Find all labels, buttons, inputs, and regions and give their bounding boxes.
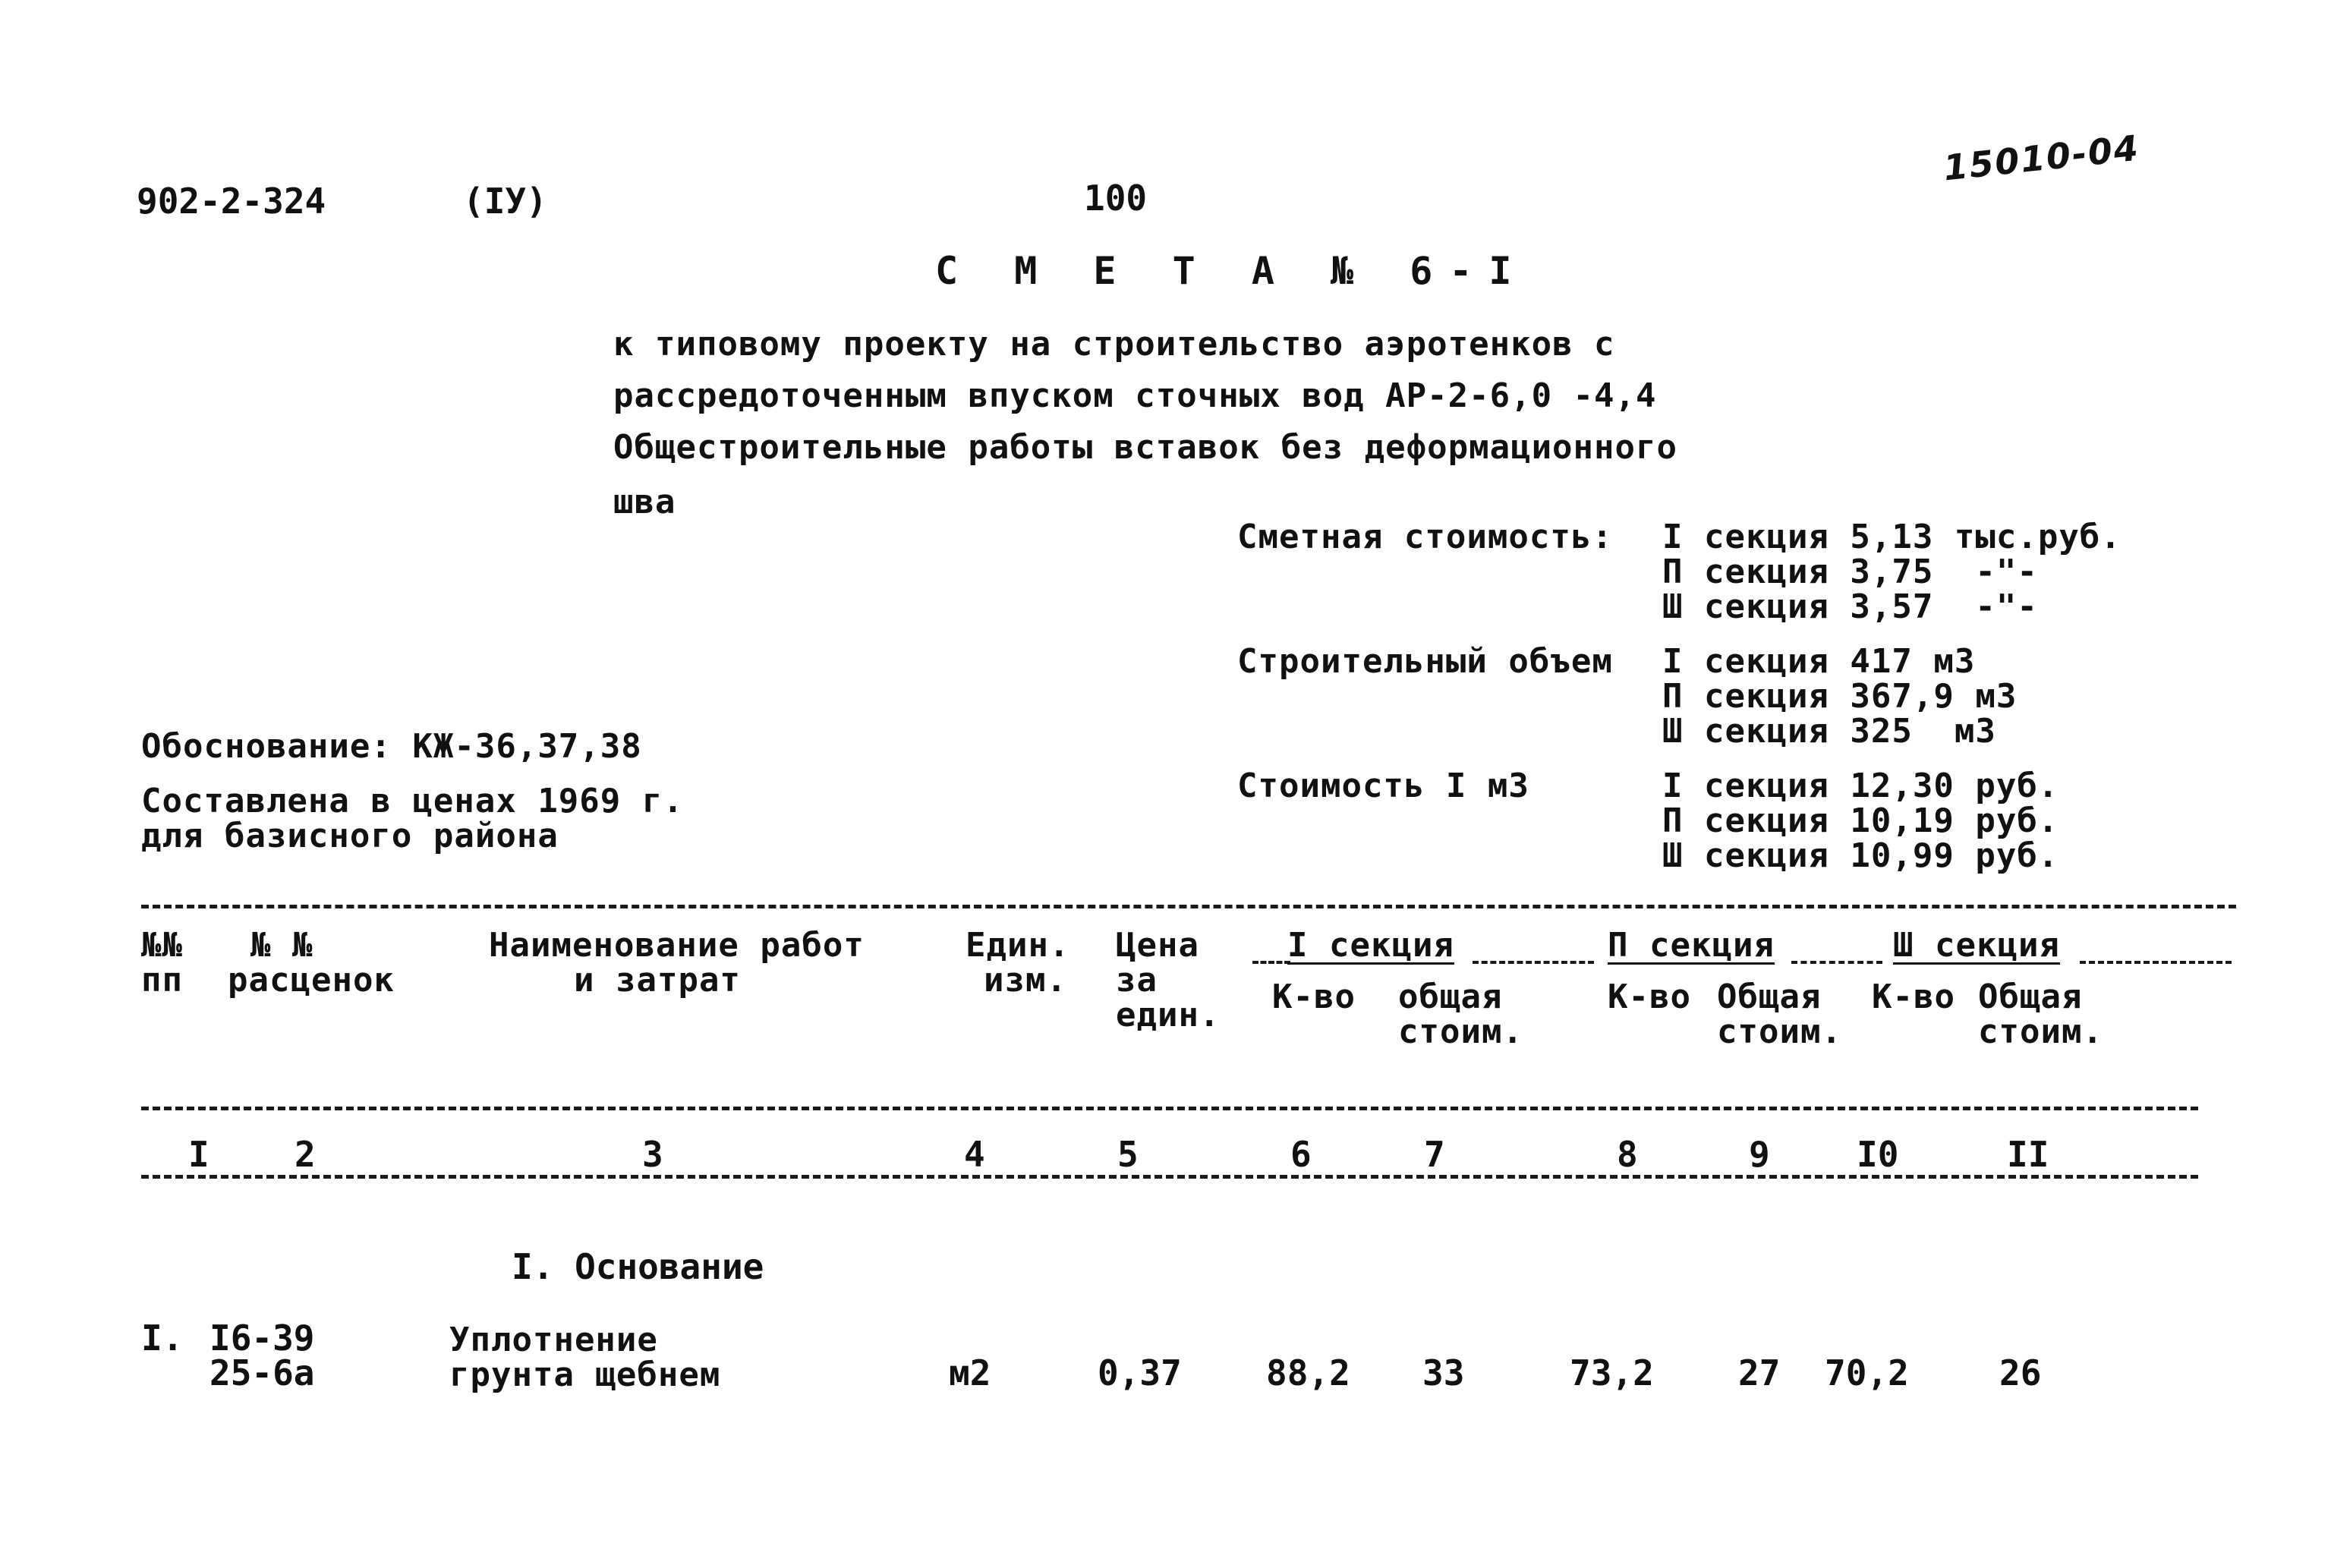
row-name-line2: грунта щебнем <box>449 1355 721 1394</box>
header-qty-1: К-во <box>1272 978 1356 1016</box>
page-number: 100 <box>1084 178 1148 219</box>
header-price-line1: Цена <box>1116 926 1199 965</box>
row-qty-1: 88,2 <box>1266 1352 1350 1393</box>
header-rate-line1: № № <box>250 926 313 965</box>
table-header-rule <box>141 1107 2198 1110</box>
unit-cost-row-3: Ш секция 10,99 руб. <box>1662 836 2059 875</box>
row-qty-2: 73,2 <box>1570 1352 1654 1393</box>
row-cost-1: 33 <box>1422 1352 1465 1393</box>
header-num-line2: пп <box>141 961 183 1000</box>
unit-cost-label: Стоимость I м3 <box>1237 767 1529 805</box>
header-name-line1: Наименование работ <box>489 926 865 965</box>
column-number-9: 9 <box>1746 1137 1773 1172</box>
row-rate-line1: I6-39 <box>209 1318 315 1359</box>
row-qty-3: 70,2 <box>1825 1352 1909 1393</box>
subtitle-line-2: рассредоточенным впуском сточных вод АР-2-6,0 -4,4 <box>613 376 1657 415</box>
column-number-7: 7 <box>1421 1137 1448 1172</box>
row-price: 0,37 <box>1098 1352 1182 1393</box>
column-number-8: 8 <box>1614 1137 1641 1172</box>
cost-row-2: П секция 3,75 -"- <box>1662 553 2038 591</box>
volume-summary-label: Строительный объем <box>1237 642 1613 681</box>
header-total1-line1: общая <box>1398 978 1503 1016</box>
row-cost-3: 26 <box>1999 1352 2042 1393</box>
handwritten-code: 15010-04 <box>1941 127 2142 189</box>
section1-rule-right <box>1473 961 1594 964</box>
cost-row-1: I секция 5,13 тыс.руб. <box>1662 518 2122 556</box>
volume-label: (IУ) <box>463 181 547 222</box>
column-number-5: 5 <box>1114 1137 1142 1172</box>
header-rate-line2: расценок <box>228 961 395 1000</box>
prices-line-2: для базисного района <box>141 817 559 855</box>
column-numbers-rule <box>141 1175 2198 1179</box>
column-number-1: I <box>185 1137 213 1172</box>
column-number-11: II <box>2004 1137 2052 1172</box>
row-name-line1: Уплотнение <box>449 1321 658 1359</box>
volume-row-3: Ш секция 325 м3 <box>1662 712 1996 751</box>
header-qty-2: К-во <box>1608 978 1691 1016</box>
project-code: 902-2-324 <box>137 181 326 222</box>
row-cost-2: 27 <box>1738 1352 1781 1393</box>
row-unit: м2 <box>949 1352 991 1393</box>
header-section-2: П секция <box>1608 926 1775 965</box>
column-number-10: I0 <box>1854 1137 1901 1172</box>
cost-label: Сметная стоимость: <box>1237 518 1613 556</box>
volume-row-1: I секция 417 м3 <box>1662 642 1976 681</box>
cost-row-3: Ш секция 3,57 -"- <box>1662 587 2038 626</box>
subtitle-line-3: Общестроительные работы вставок без деформационного <box>613 428 1678 467</box>
row-num: I. <box>141 1318 184 1359</box>
document-title: С М Е Т А № 6-I <box>935 249 1529 293</box>
header-unit-line1: Един. <box>965 926 1070 965</box>
header-total2-line2: стоим. <box>1717 1012 1842 1051</box>
header-total3-line2: стоим. <box>1978 1012 2103 1051</box>
header-unit-line2: изм. <box>984 961 1067 1000</box>
unit-cost-row-2: П секция 10,19 руб. <box>1662 801 2059 840</box>
column-number-4: 4 <box>961 1137 988 1172</box>
header-price-line2: за <box>1116 961 1158 1000</box>
header-section-1: I секция <box>1287 926 1454 965</box>
section-heading: I. Основание <box>512 1246 764 1287</box>
subtitle-line-4: шва <box>613 483 676 521</box>
justification: Обоснование: КЖ-36,37,38 <box>141 727 642 766</box>
prices-line-1: Составлена в ценах 1969 г. <box>141 782 684 820</box>
header-price-line3: един. <box>1116 996 1221 1034</box>
header-section-3: Ш секция <box>1893 926 2060 965</box>
section2-rule-right <box>1791 961 1882 964</box>
subtitle-line-1: к типовому проекту на строительство аэротенков с <box>613 325 1615 364</box>
volume-row-2: П секция 367,9 м3 <box>1662 677 2018 716</box>
table-top-rule <box>141 905 2236 908</box>
column-number-6: 6 <box>1287 1137 1315 1172</box>
header-qty-3: К-во <box>1872 978 1955 1016</box>
row-rate-line2: 25-6а <box>209 1352 315 1393</box>
header-num-line1: №№ <box>141 926 183 965</box>
section1-rule-left <box>1252 961 1290 964</box>
header-total1-line2: стоим. <box>1398 1012 1523 1051</box>
column-number-3: 3 <box>639 1137 666 1172</box>
header-total3-line1: Общая <box>1978 978 2083 1016</box>
column-number-2: 2 <box>291 1137 319 1172</box>
header-total2-line1: Общая <box>1717 978 1822 1016</box>
header-name-line2: и затрат <box>574 961 741 1000</box>
section3-rule-right <box>2080 961 2232 964</box>
unit-cost-row-1: I секция 12,30 руб. <box>1662 767 2059 805</box>
